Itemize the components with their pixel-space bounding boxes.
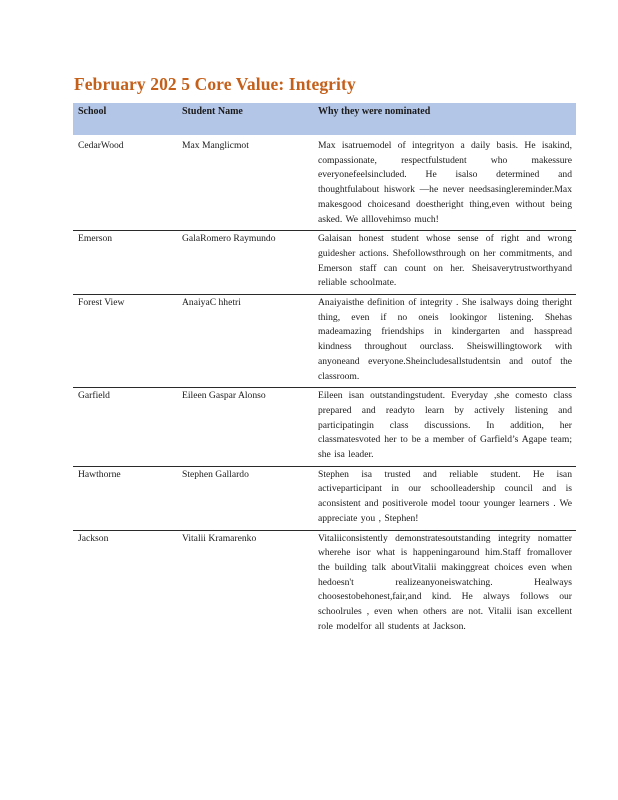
school-cell: Jackson	[78, 532, 109, 544]
table-header-row	[73, 103, 576, 135]
reason-cell: Stephen isa trusted and reliable student. He isan activeparticipant in our schoolleadership council and is aconsistent and positiverole model toour younger learners . We appreciate you , Stephen!	[318, 468, 572, 524]
student-name-cell: Eileen Gaspar Alonso	[182, 390, 266, 402]
school-cell: Hawthorne	[78, 468, 121, 480]
table-row	[73, 231, 576, 295]
table-row	[73, 530, 576, 637]
page-title: February 202 5 Core Value: Integrity	[74, 74, 356, 94]
nominations-table	[73, 103, 576, 638]
table-row	[73, 295, 576, 388]
school-cell: Emerson	[78, 233, 113, 245]
student-name-cell: AnaiyaC hhetri	[182, 297, 241, 309]
student-name-cell: Vitalii Kramarenko	[182, 532, 257, 544]
school-cell: CedarWood	[78, 140, 124, 151]
student-name-cell: Max Manglicmot	[182, 140, 249, 151]
reason-cell: Max isatruemodel of integrityon a daily basis. He isakind, compassionate, respectfulstudent who makessure everyonefeelsincluded. He isalso determined and thoughtfulabout hiswork —he never needsasinglereminder.Max makesgood choicesand doestheright thing,even without being asked. We alllovehimso much!	[318, 140, 572, 225]
header-reason: Why they were nominated	[318, 106, 431, 117]
table-row	[73, 388, 576, 467]
school-cell: Forest View	[78, 297, 125, 309]
table-row	[73, 466, 576, 530]
school-cell: Garfield	[78, 390, 110, 402]
student-name-cell: Stephen Gallardo	[182, 468, 249, 480]
reason-cell: Vitaliiconsistently demonstratesoutstanding integrity nomatter wherehe isor what is happeningaround him.Staff fromallover the building talk aboutVitalii makinggreat choices even when hedoesn't realizeanyoneiswatching. Healways choosestobehonest,fair,and kind. He always follows our schoolrules , even when others are not. Vitalii isan excellent role modelfor all students at Jackson.	[318, 532, 572, 632]
student-name-cell: GalaRomero Raymundo	[182, 233, 276, 245]
reason-cell: Anaiyaisthe definition of integrity . She isalways doing theright thing, even if no oneis lookingor listening. Shehas madeamazing friendships in kindergarten and hasspread kindness throughout ourclass. Sheiswillingtowork with anyoneand everyone.Sheincludesallstudentsin and outof the classroom.	[318, 297, 572, 382]
header-student-name: Student Name	[182, 106, 243, 117]
table-row	[73, 135, 576, 231]
reason-cell: Eileen isan outstandingstudent. Everyday ,she comesto class prepared and readyto learn by actively listening and participatingin class discussions. In addition, her classmatesvoted her to be a member of Garfield’s Agape team; she isa leader.	[318, 390, 572, 461]
reason-cell: Galaisan honest student whose sense of right and wrong guidesher actions. Shefollowsthrough on her commitments, and Emerson staff can count on her. Sheisaverytrustworthyand reliable schoolmate.	[318, 233, 572, 289]
header-school: School	[78, 106, 107, 117]
